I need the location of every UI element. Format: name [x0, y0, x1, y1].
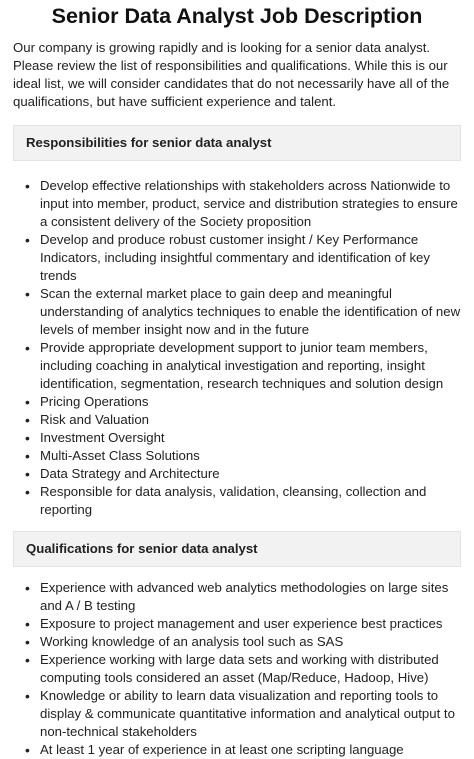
intro-paragraph: Our company is growing rapidly and is looking for a senior data analyst. Please review the list of responsibilities and qualifications. While this is our ideal list, we will consider candidates that do not necessarily have all of the qualifications, but have sufficient experience and talent. [13, 40, 450, 109]
list-item: • Provide appropriate development support to junior team members, including coaching in analytical investigation and reporting, insight identification, segmentation, research techniques and solution design [40, 339, 461, 393]
responsibilities-heading: Responsibilities for senior data analyst [13, 125, 461, 161]
list-item: • Risk and Valuation [40, 411, 461, 429]
list-item: • Knowledge or ability to learn data visualization and reporting tools to display & communicate quantitative information and analytical output to non-technical stakeholders [40, 687, 461, 741]
list-item: • Investment Oversight [40, 429, 461, 447]
list-item: • Experience working with large data sets and working with distributed computing tools considered an asset (Map/Reduce, Hadoop, Hive) [40, 651, 461, 687]
page-title: Senior Data Analyst Job Description [51, 4, 423, 28]
list-item: • Multi-Asset Class Solutions [40, 447, 461, 465]
responsibilities-list [13, 177, 461, 519]
list-item: • Responsible for data analysis, validation, cleansing, collection and reporting [40, 483, 461, 519]
list-item: • Develop effective relationships with stakeholders across Nationwide to input into member, product, service and distribution strategies to ensure a consistent delivery of the Society proposition [40, 177, 461, 231]
list-item: • Develop and produce robust customer insight / Key Performance Indicators, including insightful commentary and identification of key trends [40, 231, 461, 285]
qualifications-heading: Qualifications for senior data analyst [13, 531, 461, 567]
list-item: • Exposure to project management and user experience best practices [40, 615, 461, 633]
list-item: • Working knowledge of an analysis tool such as SAS [40, 633, 461, 651]
list-item: • Scan the external market place to gain deep and meaningful understanding of analytics techniques to enable the identification of new levels of member insight now and in the future [40, 285, 461, 339]
qualifications-list [13, 579, 461, 759]
list-item: • Pricing Operations [40, 393, 461, 411]
list-item: • Experience with advanced web analytics methodologies on large sites and A / B testing [40, 579, 461, 615]
list-item: • Data Strategy and Architecture [40, 465, 461, 483]
list-item: • At least 1 year of experience in at least one scripting language [40, 741, 461, 759]
